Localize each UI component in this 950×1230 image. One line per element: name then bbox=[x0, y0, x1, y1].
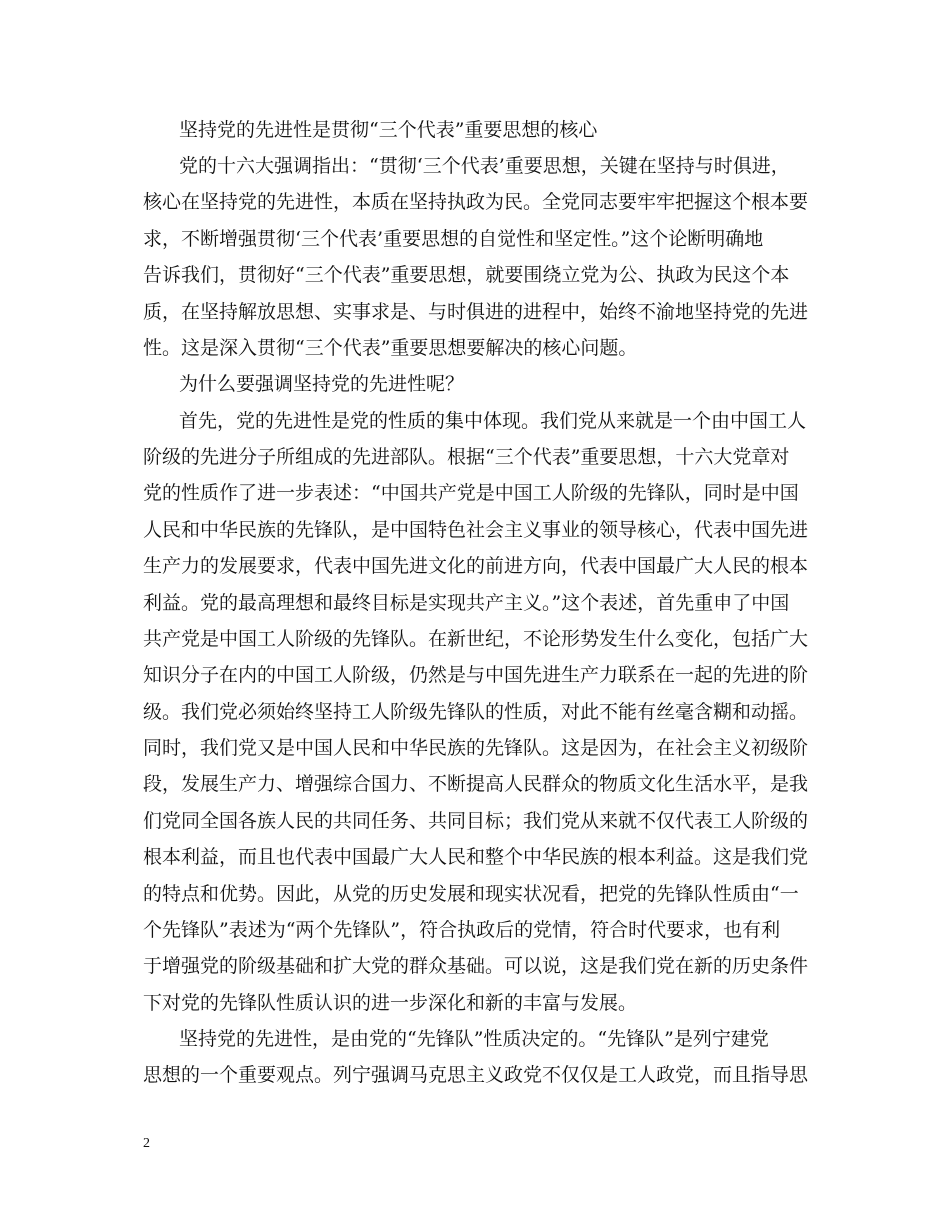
text-line: 利益。党的最高理想和最终目标是实现共产主义。”这个表述，首先重申了中国 bbox=[143, 592, 790, 614]
text-line: 于增强党的阶级基础和扩大党的群众基础。可以说，这是我们党在新的历史条件 bbox=[143, 955, 809, 977]
text-line: 的特点和优势。因此，从党的历史发展和现实状况看，把党的先锋队性质由“一 bbox=[143, 883, 799, 905]
text-line: 质，在坚持解放思想、实事求是、与时俱进的进程中，始终不渝地坚持党的先进 bbox=[143, 301, 809, 323]
text-line: 段，发展生产力、增强综合国力、不断提高人民群众的物质文化生活水平，是我 bbox=[143, 773, 809, 795]
text-line: 生产力的发展要求，代表中国先进文化的前进方向，代表中国最广大人民的根本 bbox=[143, 555, 809, 577]
text-line: 根本利益，而且也代表中国最广大人民和整个中华民族的根本利益。这是我们党 bbox=[143, 846, 809, 868]
text-line: 们党同全国各族人民的共同任务、共同目标；我们党从来就不仅代表工人阶级的 bbox=[143, 810, 809, 832]
text-line: 党的十六大强调指出：“贯彻‘三个代表’重要思想，关键在坚持与时俱进， bbox=[179, 155, 790, 177]
text-line: 坚持党的先进性是贯彻“三个代表”重要思想的核心 bbox=[179, 119, 598, 141]
text-line: 求，不断增强贯彻‘三个代表’重要思想的自觉性和坚定性。”这个论断明确地 bbox=[143, 228, 764, 250]
text-line: 下对党的先锋队性质认识的进一步深化和新的丰富与发展。 bbox=[143, 992, 638, 1014]
text-line: 坚持党的先进性，是由党的“先锋队”性质决定的。“先锋队”是列宁建党 bbox=[179, 1028, 769, 1050]
text-line: 阶级的先进分子所组成的先进部队。根据“三个代表”重要思想，十六大党章对 bbox=[143, 446, 790, 468]
text-line: 级。我们党必须始终坚持工人阶级先锋队的性质，对此不能有丝毫含糊和动摇。 bbox=[143, 701, 809, 723]
text-line: 首先，党的先进性是党的性质的集中体现。我们党从来就是一个由中国工人 bbox=[179, 410, 807, 432]
text-line: 同时，我们党又是中国人民和中华民族的先锋队。这是因为，在社会主义初级阶 bbox=[143, 737, 809, 759]
text-line: 核心在坚持党的先进性，本质在坚持执政为民。全党同志要牢牢把握这个根本要 bbox=[143, 191, 809, 213]
text-line: 知识分子在内的中国工人阶级，仍然是与中国先进生产力联系在一起的先进的阶 bbox=[143, 664, 809, 686]
text-line: 为什么要强调坚持党的先进性呢？ bbox=[179, 373, 465, 395]
text-line: 党的性质作了进一步表述：“中国共产党是中国工人阶级的先锋队，同时是中国 bbox=[143, 482, 799, 504]
text-line: 思想的一个重要观点。列宁强调马克思主义政党不仅仅是工人政党，而且指导思 bbox=[143, 1064, 809, 1086]
text-line: 告诉我们，贯彻好“三个代表”重要思想，就要围绕立党为公、执政为民这个本 bbox=[143, 264, 790, 286]
text-line: 个先锋队”表述为“两个先锋队”，符合执政后的党情，符合时代要求，也有利 bbox=[143, 919, 781, 941]
text-line: 共产党是中国工人阶级的先锋队。在新世纪，不论形势发生什么变化，包括广大 bbox=[143, 628, 809, 650]
text-line: 性。这是深入贯彻“三个代表”重要思想要解决的核心问题。 bbox=[143, 337, 638, 359]
page-number: 2 bbox=[143, 1136, 150, 1151]
text-line: 人民和中华民族的先锋队，是中国特色社会主义事业的领导核心，代表中国先进 bbox=[143, 519, 809, 541]
